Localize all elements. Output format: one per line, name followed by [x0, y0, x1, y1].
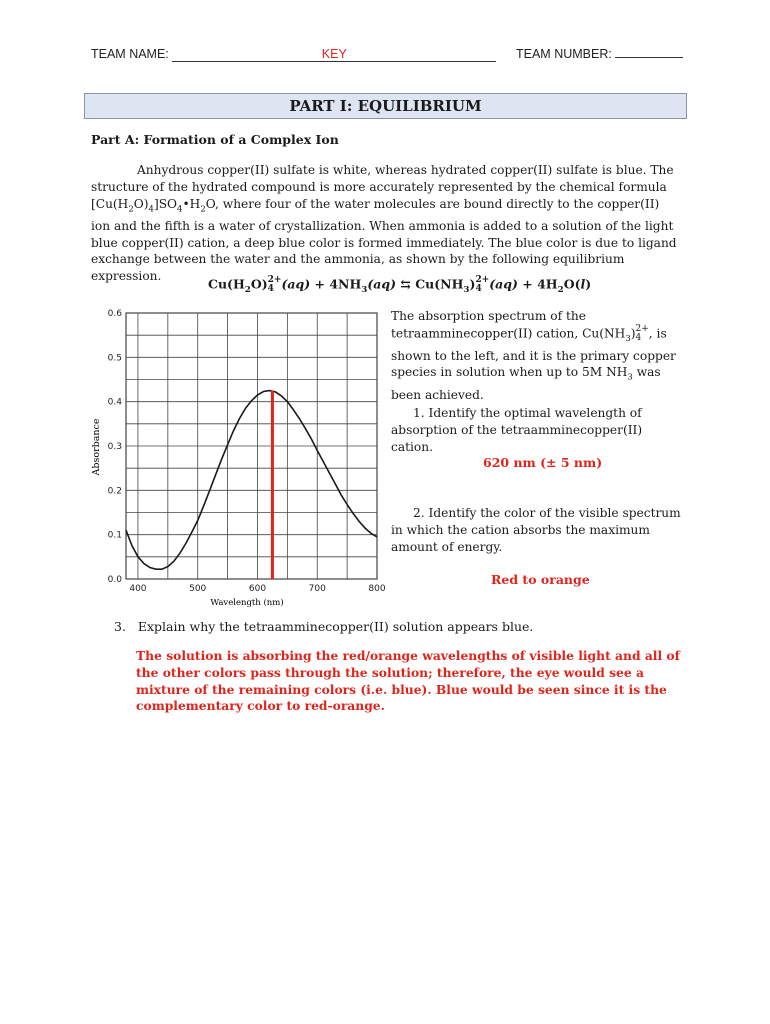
x-tick-label: 500: [189, 584, 207, 594]
part-a-heading: Part A: Formation of a Complex Ion: [91, 132, 339, 147]
intro-paragraph: Anhydrous copper(II) sulfate is white, whereas hydrated copper(II) sulfate is blue. The structure of the hydrated compound is more accurately represented by the chemical formula $[Cu(H_2O)_4]SO_4•H_2O$, where four of the water molecules are bound directly to the copper(II) ion and the fifth is a water of crystallization. When ammonia is added to a solution of the light blue copper(II) cation, a deep blue color is formed immediately. The blue color is due to ligand exchange between the water and the ammonia, as shown by the following equilibrium expression.: [91, 163, 677, 284]
x-tick-label: 700: [308, 584, 326, 594]
equilibrium-equation: $Cu(H_2O)$ 2+ 4 $(aq) + 4NH_3(aq)$ ⇆ $Cu(NH_3)$ 2+ 4 $(aq) + 4H_2O(l)$: [208, 275, 592, 295]
y-tick-label: 0.1: [107, 530, 122, 541]
team-number-row: [516, 47, 683, 61]
spectrum-curve: [126, 391, 377, 570]
y-tick-label: 0.6: [107, 309, 122, 319]
question-3: 3. Explain why the tetraamminecopper(II) solution appears blue.: [114, 619, 534, 634]
team-name-value: KEY: [321, 47, 347, 61]
x-tick-label: 600: [248, 584, 267, 594]
team-name-row: [91, 47, 496, 62]
y-tick-label: 0.0: [107, 575, 122, 585]
y-tick-label: 0.5: [107, 353, 122, 364]
y-axis-label: Absorbance: [91, 418, 102, 476]
x-tick-label: 800: [368, 584, 386, 594]
team-number-field[interactable]: [615, 57, 683, 58]
question-2: 2. Identify the color of the visible spectrum in which the cation absorbs the maximum amount of energy.: [391, 506, 681, 554]
answer-2: Red to orange: [491, 572, 590, 587]
team-name-field[interactable]: [172, 47, 496, 62]
question-1: 1. Identify the optimal wavelength of absorption of the tetraamminecopper(II) cation.: [391, 406, 643, 454]
y-tick-label: 0.4: [107, 397, 122, 408]
team-name-label: TEAM NAME:: [91, 47, 169, 61]
answer-3: The solution is absorbing the red/orange wavelengths of visible light and all of the other colors pass through the solution; therefore, the eye would see a mixture of the remaining colors (i.e. blue). Blue would be seen since it is the complementary color to red-orange.: [136, 648, 680, 714]
x-axis-label: Wavelength (nm): [210, 598, 284, 608]
absorption-spectrum-chart: [88, 305, 386, 615]
answer-1: 620 nm (± 5 nm): [483, 455, 603, 470]
y-tick-label: 0.3: [107, 442, 122, 452]
spectrum-description: The absorption spectrum of the tetraamminecopper(II) cation, $Cu(NH_3)$ 2+ 4 , is shown to the left, and it is the primary copper species in solution when up to 5M $NH_3$ was been achieved.: [391, 309, 676, 402]
team-number-label: TEAM NUMBER:: [516, 47, 612, 61]
section-title: PART I: EQUILIBRIUM: [84, 93, 687, 119]
x-tick-label: 400: [129, 584, 147, 594]
y-tick-label: 0.2: [107, 486, 122, 497]
